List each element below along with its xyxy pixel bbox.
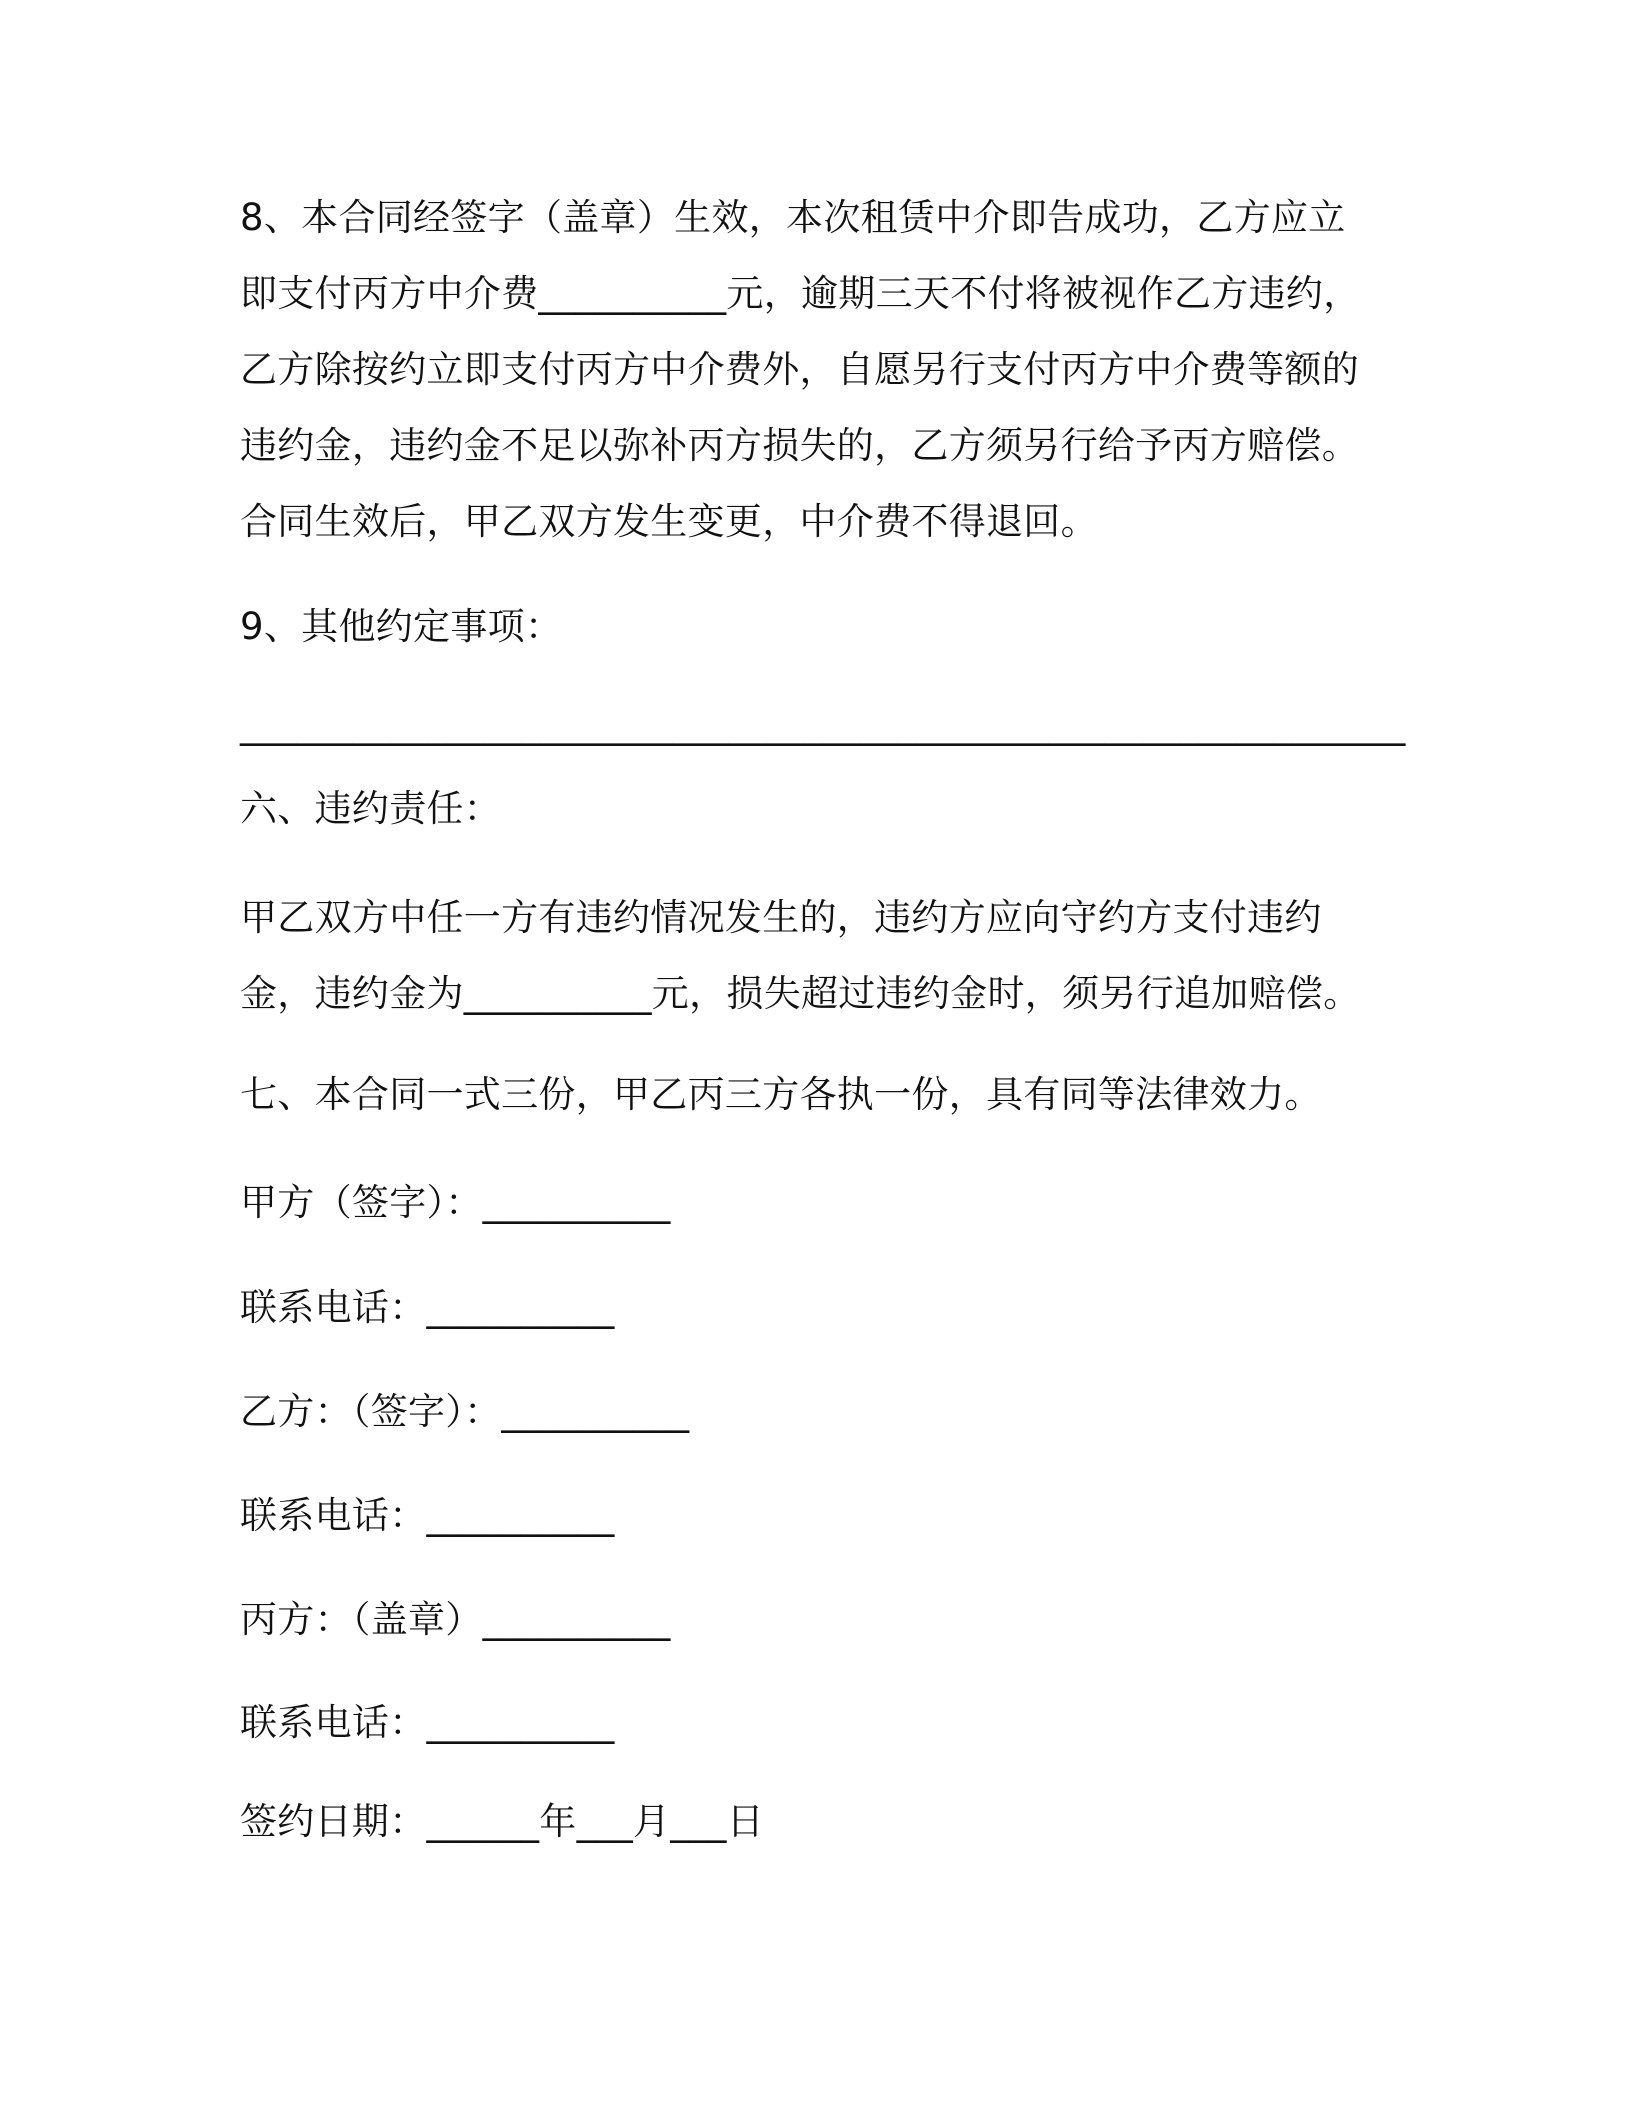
signing-date-line: 签约日期：______年___月___日: [240, 1800, 764, 1843]
party-a-signature-line: 甲方（签字）：__________: [240, 1181, 671, 1224]
party-c-seal-line: 丙方：（盖章）__________: [240, 1598, 671, 1641]
section-6-paragraph: 甲乙双方中任一方有违约情况发生的，违约方应向守约方支付违约金，违约金为__________元，损失超过违约金时，须另行追加赔偿。: [240, 896, 1361, 1015]
section-7-paragraph: 七、本合同一式三份，甲乙丙三方各执一份，具有同等法律效力。: [240, 1073, 1322, 1116]
party-c-phone-line: 联系电话：__________: [240, 1701, 615, 1744]
party-b-phone-line: 联系电话：__________: [240, 1494, 615, 1537]
party-a-phone-line: 联系电话：__________: [240, 1286, 615, 1329]
clause-9-label: 9、其他约定事项：: [240, 605, 563, 648]
section-6-heading: 六、违约责任：: [240, 787, 502, 830]
party-b-signature-line: 乙方：（签字）：__________: [240, 1390, 690, 1433]
clause-9-blank-line: ______________________________________________________________: [240, 703, 1406, 746]
clause-8-paragraph: 8、本合同经签字（盖章）生效，本次租赁中介即告成功，乙方应立即支付丙方中介费__________元，逾期三天不付将被视作乙方违约，乙方除按约立即支付丙方中介费外，自愿另行支付丙方中介费等额的违约金，违约金不足以弥补丙方损失的，乙方须另行给予丙方赔偿。合同生效后，甲乙双方发生变更，中介费不得退回。: [240, 196, 1361, 543]
